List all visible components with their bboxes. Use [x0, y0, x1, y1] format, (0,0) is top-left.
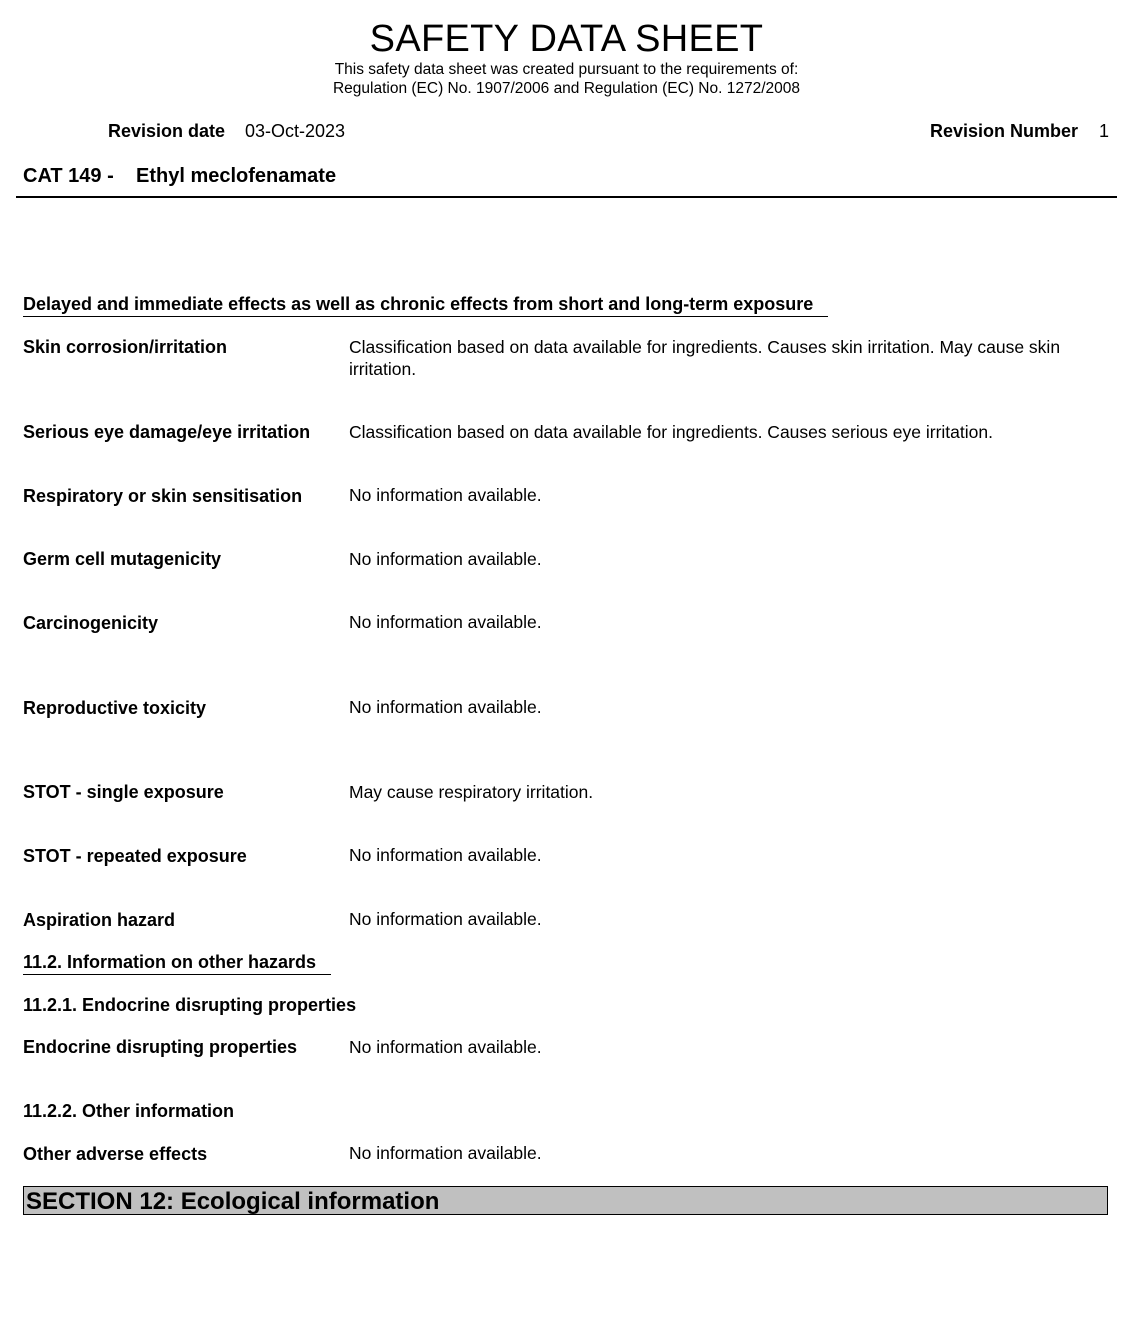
effect-value: No information available. — [349, 549, 542, 569]
other-info-subheading: 11.2.2. Other information — [23, 1101, 235, 1121]
effect-value: Classification based on data available for ingredients. Causes skin irritation. May cause skin irritation. — [349, 337, 1061, 379]
effect-value: No information available. — [349, 909, 542, 929]
section-12-title: SECTION 12: Ecological information — [26, 1188, 440, 1215]
effect-label: Aspiration hazard — [23, 910, 176, 930]
revision-number-value: 1 — [1099, 121, 1110, 141]
subtitle-line-1: This safety data sheet was created pursuant to the requirements of: — [334, 61, 799, 78]
effects-heading: Delayed and immediate effects as well as chronic effects from short and long-term exposure — [23, 294, 828, 317]
other-adverse-label: Other adverse effects — [23, 1144, 208, 1164]
revision-number-label: Revision Number — [930, 121, 1079, 141]
effect-label: STOT - single exposure — [23, 782, 224, 802]
endocrine-label: Endocrine disrupting properties — [23, 1037, 298, 1057]
effect-label: Germ cell mutagenicity — [23, 549, 222, 569]
revision-date-value: 03-Oct-2023 — [245, 121, 346, 141]
endocrine-subheading: 11.2.1. Endocrine disrupting properties — [23, 995, 357, 1015]
other-hazards-heading: 11.2. Information on other hazards — [23, 952, 331, 975]
effect-value: No information available. — [349, 485, 542, 505]
effect-label: Skin corrosion/irritation — [23, 337, 228, 357]
subtitle-line-2: Regulation (EC) No. 1907/2006 and Regulation (EC) No. 1272/2008 — [332, 80, 801, 97]
endocrine-value: No information available. — [349, 1037, 542, 1057]
effect-value: No information available. — [349, 845, 542, 865]
revision-date-label: Revision date — [108, 121, 226, 141]
product-name: Ethyl meclofenamate — [136, 165, 337, 187]
effect-label: STOT - repeated exposure — [23, 846, 247, 866]
effect-label: Respiratory or skin sensitisation — [23, 486, 303, 506]
product-code: CAT 149 - — [23, 165, 114, 187]
effect-value: No information available. — [349, 612, 542, 632]
effect-value: No information available. — [349, 697, 542, 717]
document-title: SAFETY DATA SHEET — [369, 18, 764, 60]
section-12-header — [23, 1186, 1108, 1215]
effect-value: Classification based on data available for ingredients. Causes serious eye irritation. — [349, 422, 993, 442]
effect-label: Carcinogenicity — [23, 613, 159, 633]
effect-value: May cause respiratory irritation. — [349, 782, 594, 802]
effect-label: Serious eye damage/eye irritation — [23, 422, 311, 442]
effect-label: Reproductive toxicity — [23, 698, 207, 718]
other-adverse-value: No information available. — [349, 1143, 542, 1163]
header-divider — [16, 196, 1117, 198]
